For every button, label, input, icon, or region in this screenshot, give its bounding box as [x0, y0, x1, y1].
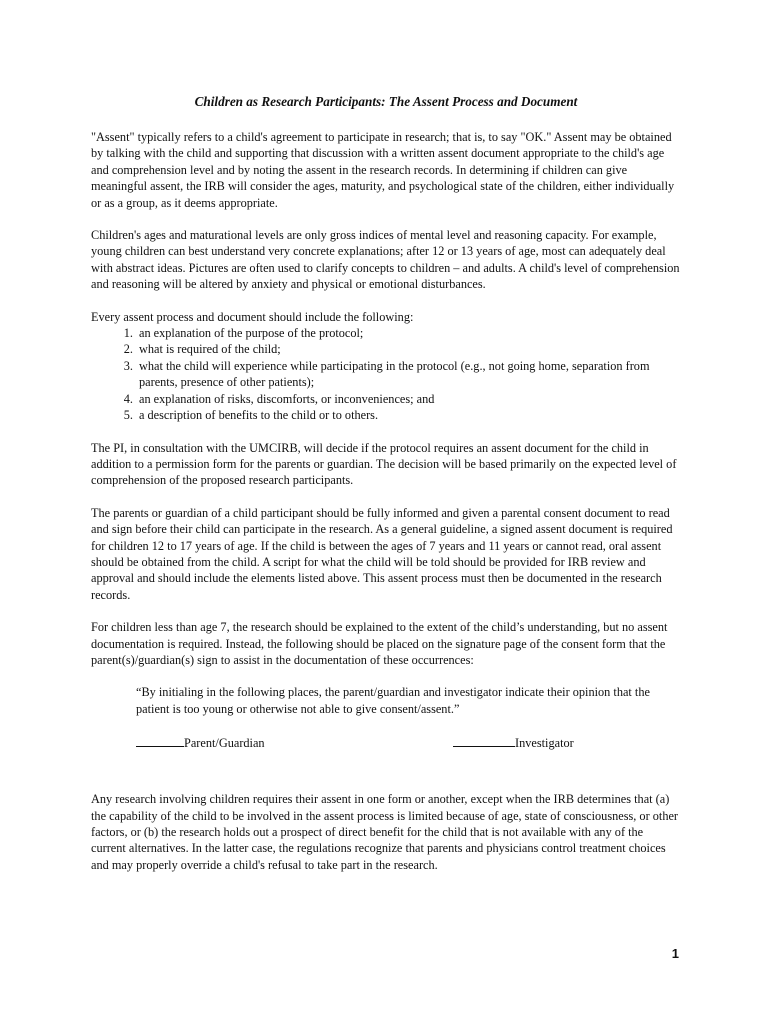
page-number: 1	[671, 946, 679, 961]
paragraph-parental-consent: The parents or guardian of a child participant should be fully informed and given a parental consent document to read and sign before their child can participate in the research. As a general guideline, a signed assent document is required for children 12 to 17 years of age. If the child is between the ages of 7 years and 11 years or cannot read, oral assent should be obtained from the child. A script for what the child will be told should be provided for IRB review and approval and should include the elements listed above. This assent process must then be documented in the research records.	[91, 505, 673, 602]
paragraph-irb-exceptions: Any research involving children requires their assent in one form or another, except when the IRB determines that (a) the capability of the child to be involved in the assent process is limited because of age, state of consciousness, or other factors, or (b) the research holds out a prospect of direct benefit for the child that is not available with any of the current alternatives. In the latter case, the regulations recognize that parents and physicians control treatment choices and may properly override a child's refusal to take part in the research.	[91, 792, 679, 872]
initialing-quote: “By initialing in the following places, the parent/guardian and investigator indicate their opinion that the patient is too young or otherwise not able to give consent/assent.”	[136, 685, 650, 716]
list-item: 2. what is required of the child;	[136, 341, 681, 357]
list-item: 1. an explanation of the purpose of the protocol;	[136, 325, 681, 341]
assent-requirements-list	[91, 325, 681, 423]
list-item: 3. what the child will experience while participating in the protocol (e.g., not going home, separation from parents, presence of other patients);	[136, 358, 681, 391]
list-item: 5. a description of benefits to the child or to others.	[136, 407, 681, 423]
paragraph-assent-definition: "Assent" typically refers to a child's agreement to participate in research; that is, to say "OK." Assent may be obtained by talking with the child and supporting that discussion with a written assent document appropriate to the child's age and comprehension level and by noting the assent in the research records. In determining if children can give meaningful assent, the IRB will consider the ages, maturity, and psychological state of the children, either individually or as a group, as it deems appropriate.	[91, 130, 675, 210]
parent-initial-blank[interactable]	[136, 733, 184, 747]
investigator-initial-blank[interactable]	[453, 733, 515, 747]
document-page	[91, 93, 681, 889]
document-title: Children as Research Participants: The Assent Process and Document	[194, 94, 578, 109]
assent-requirements-intro: Every assent process and document should include the following:	[91, 309, 414, 324]
signature-parent-label: Parent/Guardian	[184, 736, 265, 751]
signature-parent	[136, 733, 265, 751]
paragraph-ages-maturation: Children's ages and maturational levels are only gross indices of mental level and reasoning capacity. For example, young children can best understand very concrete explanations; after 12 or 13 years of age, most can adequately deal with abstract ideas. Pictures are often used to clarify concepts to children – and adults. A child's level of comprehension and reasoning will be altered by anxiety and physical or emotional disturbances.	[91, 228, 680, 292]
paragraph-under-seven: For children less than age 7, the research should be explained to the extent of the child’s understanding, but no assent documentation is required. Instead, the following should be placed on the signature page of the consent form that the parent(s)/guardian(s) sign to assist in the documentation of these occurrences:	[91, 620, 668, 667]
signature-investigator-label: Investigator	[515, 736, 574, 751]
signature-lines	[91, 733, 681, 749]
signature-investigator	[453, 733, 574, 751]
paragraph-pi-consultation: The PI, in consultation with the UMCIRB, will decide if the protocol requires an assent document for the child in addition to a permission form for the parents or guardian. The decision will be based primarily on the expected level of comprehension of the proposed research participants.	[91, 440, 677, 488]
list-item: 4. an explanation of risks, discomforts, or inconveniences; and	[136, 391, 681, 407]
